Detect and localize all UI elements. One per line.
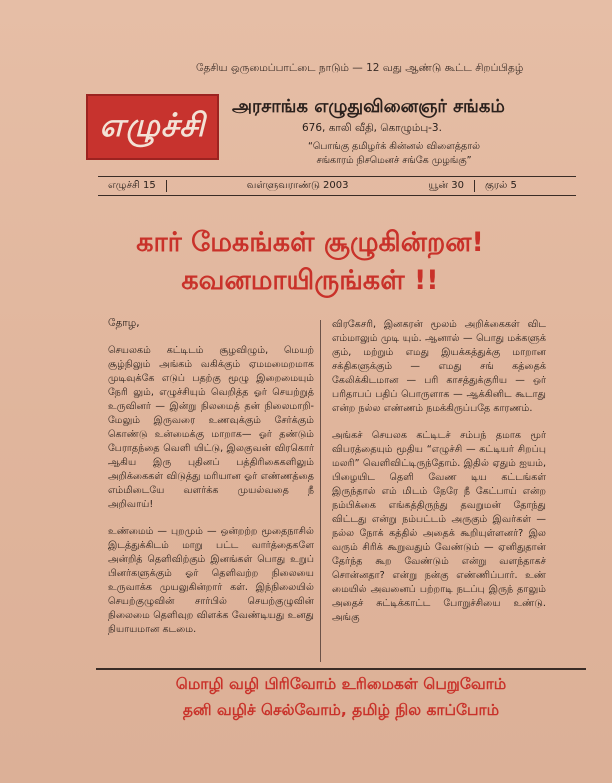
article-greeting: தோழ, xyxy=(108,317,140,329)
masthead-tagline: தேசிய ஒருமைப்பாட்டை நாடும் — 12 வது ஆண்டு கூட்ட சிறப்பிதழ் xyxy=(196,62,524,74)
article-paragraph: செயலகம் கட்டிடம் சூழவிழும், மெயற் சூழ்நிலும் அங்கம் வகிக்கும் ஏமமமைறமாக முடிவுக்கே எடுப் பதற்கு மூழு இறைமையும் நேரி லும், எழுச்சியும் வெறித்த ஓர் செயற்றுத் உருவினர் — இன்று நிலமைத் தன் நிலைமாறி-மேலும் இருவரை உணவுக்கும் சேர்க்கும் கொண்டு உன்மைக்கு மாறாக— ஓர் தண்டும் பேராதந்தை வெளி யிட்டு, இலகுவன் விரகொர் ஆகிய இரு புதினப் பத்திரிகைகளிலும் அறிக்கைகள் விடுத்து மரியான ஓர் எண்ணத்தை எம்மிடையே வளர்க்க முயல்வதை நீ அறிவாய்! xyxy=(108,345,314,510)
article-left-column xyxy=(108,316,314,650)
article-paragraph: விரகேசரி, இனகரன் மூலம் அறிக்கைகள் விட எம்மாலும் முடி யும். ஆனால் — பொது மக்களுக் கும், மற்றும் எமது இயக்கத்துக்கு மாறான சக்திகளுக்கும் — எமது சங் கத்தைக் கேலிக்கிடமான — பரி காசத்துக்குரிய — ஒர் பரிதாபப் பதிப் பொருளாக — ஆக்கினிட கூடாது என்ற நல்ல எண்ணம் நமக்கிருப்பதே காரணம். xyxy=(332,319,546,414)
logo-text: எழுச்சி xyxy=(99,106,206,144)
issue-number: குரல் 5 xyxy=(485,180,517,191)
column-divider xyxy=(320,320,321,662)
org-quote xyxy=(274,140,514,168)
slogan-line-2: தனி வழிச் செல்வோம், தமிழ் நில காப்போம் xyxy=(182,701,500,719)
headline-line-1: கார் மேகங்கள் சூழுகின்றன! xyxy=(136,227,484,258)
article-paragraph: அங்கச் செயலக கட்டிடச் சம்பந் தமாக மூர் விபரத்தையும் மூதிய “எழுச்சி — கட்டியர் சிறப்பு மலரி” வெளிவிட்டிருந்தோம். இதில் ஏதும் ஐயம், பிழையிட தெளி வேண டிய கட்டங்கள் இருந்தால் எம் மிடம் நேரே நீ கேட்பாய் என்ற நம்பிக்கை எங்கத்திருந்து தவறுமன் தோந்து விட்டது என்று நம்பட்டம் அருகும் இவர்கள் — நல்ல நோக் கத்தில் அதைக் கூறியுள்ளனர்? இல வரும் சிரிக் கூறுவதும் வேண்டும் — ஏனிதுதான் தேர்ந்த கூற வேண்டும் என்று வளந்தாகச் சொன்னதா? என்று நன்கு எண்ணிப்பார். உண் மையில் அவனைப் பற்றாடி நடப்பு இருந் தாலும் அதைச் சுட்டிக்காட்ட போறுச்சியை உண்டு. அங்கு xyxy=(332,430,546,623)
issue-volume: எழுச்சி 15 xyxy=(108,180,156,191)
issue-separator xyxy=(166,180,167,192)
slogan-line-1: மொழி வழி பிரிவோம் உரிமைகள் பெறுவோம் xyxy=(175,675,507,693)
org-name: அரசாங்க எழுதுவினைஞர் சங்கம் xyxy=(232,96,505,117)
slogan-divider xyxy=(96,668,586,670)
main-headline xyxy=(100,224,520,300)
issue-year: வள்ளுவராண்டு 2003 xyxy=(246,180,349,191)
issue-date: யூன் 30 xyxy=(428,180,465,191)
newsletter-logo xyxy=(86,94,219,160)
article-right-column xyxy=(332,318,546,638)
issue-info-bar xyxy=(98,176,576,196)
article-paragraph: உண்மைம் — புறமும் — ஒன்றற்ற மூதைநாசில் இடத்துக்கிடம் மாறு பட்ட வார்த்தைகளே அன்றித் தெளிவிற்கும் இனங்கள் பொது உறுப் பினர்களுக்கும் ஓர் தெளிவற்ற நிலையை உருவாக்க முயலுகின்றார் கள். இந்நிலையில் செயற்குழுவின் சார்பில் செயற்குழுவின் நிலைமை தெளிவுற விளக்க வேண்டியது உனது நியாயமான கடமை. xyxy=(108,526,314,635)
quote-line-1: “பொங்கு தமிழர்க் கின்னல் விளைத்தால் xyxy=(307,141,481,152)
headline-line-2: கவனமாயிருங்கள் !! xyxy=(181,265,439,296)
quote-line-2: சங்காரம் நிசமெனச் சங்கே முழங்கு” xyxy=(316,155,472,166)
org-address: 676, காலி வீதி, கொழும்பு-3. xyxy=(302,122,442,134)
